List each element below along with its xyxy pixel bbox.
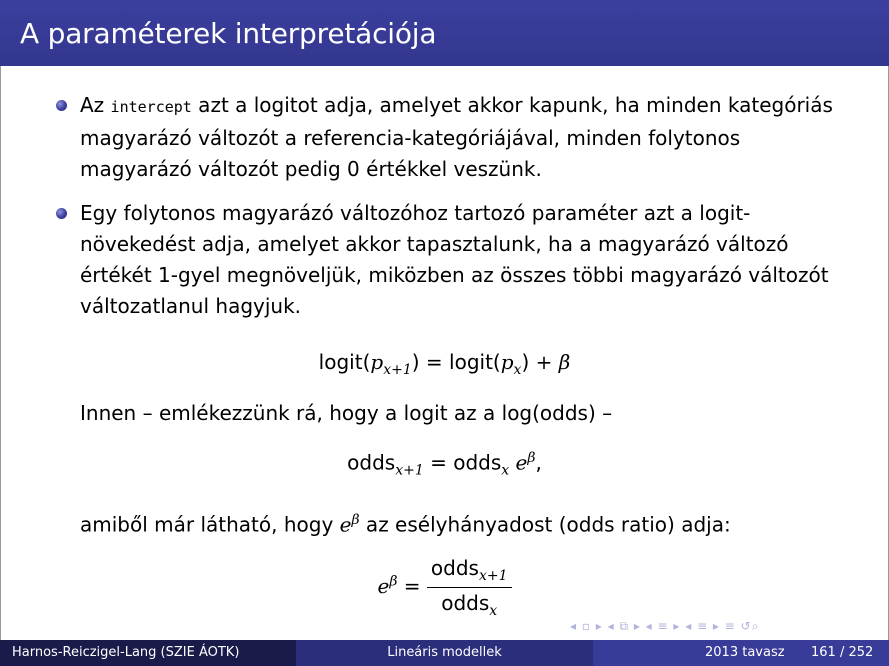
eq-sub: x bbox=[501, 462, 510, 479]
eq-p: p bbox=[370, 350, 384, 374]
footer-page-number: 161 / 252 bbox=[811, 645, 874, 660]
text-part: az esélyhányadost (odds ratio) adja: bbox=[359, 512, 731, 537]
eq-sub: x+1 bbox=[478, 568, 508, 584]
footer-right bbox=[593, 640, 889, 666]
eq-sub: x+1 bbox=[395, 462, 424, 479]
fraction-denominator bbox=[427, 588, 512, 619]
fraction-numerator bbox=[427, 556, 512, 588]
footer-date: 2013 tavasz bbox=[705, 645, 785, 660]
eq-equals: = bbox=[397, 574, 427, 598]
eq-p: p bbox=[500, 350, 514, 374]
eq-e: e bbox=[339, 512, 352, 537]
bullet-text: Az bbox=[80, 93, 111, 117]
equation-odds-ratio bbox=[0, 556, 889, 619]
eq-odds: odds bbox=[430, 556, 479, 580]
footer-course: Lineáris modellek bbox=[296, 640, 593, 666]
beamer-navigation-icons[interactable]: ◂ ▫ ▸ ◂ ⧉ ▸ ◂ ≡ ▸ ◂ ≡ ▸ ≡ ↺⌕ bbox=[570, 619, 760, 633]
equation-odds bbox=[0, 450, 889, 479]
equation-logit: $logit(p_{x+1})$ = $logit(p_x) + \beta$ bbox=[318, 350, 571, 378]
eq-equals: = bbox=[423, 450, 454, 475]
eq-sub: x bbox=[489, 603, 498, 619]
code-intercept: intercept bbox=[110, 98, 192, 116]
bullet-icon bbox=[56, 208, 67, 219]
eq-sub: x bbox=[513, 362, 522, 378]
eq-e: e bbox=[377, 574, 390, 598]
eq-beta: β bbox=[389, 573, 398, 590]
bullet-text: azt a logitot adja, amelyet akkor kapunk, ha minden kategóriás magyarázó változót a referencia-kategóriájával, minden folytonos magyarázó változót pedig 0 értékkel veszünk. bbox=[80, 93, 833, 181]
footer bbox=[0, 640, 889, 666]
eq-e: e bbox=[515, 450, 528, 475]
eq-odds: odds bbox=[347, 450, 396, 475]
eq-comma: , bbox=[535, 450, 542, 475]
eq-odds: odds bbox=[453, 450, 502, 475]
bullet-icon bbox=[56, 100, 67, 111]
eq-beta: β bbox=[351, 512, 360, 528]
text-amibol bbox=[80, 505, 850, 541]
text-innen: Innen – emlékezzünk rá, hogy a logit az a log(odds) – bbox=[80, 401, 613, 425]
bullet-intercept bbox=[80, 90, 850, 185]
eq-equals: = bbox=[419, 350, 450, 374]
footer-authors: Harnos-Reiczigel-Lang (SZIE ÁOTK) bbox=[0, 640, 296, 666]
eq-logit-word: logit bbox=[449, 350, 493, 374]
eq-odds: odds bbox=[441, 591, 490, 615]
eq-sub: x+1 bbox=[383, 362, 412, 378]
slide-title: A paraméterek interpretációja bbox=[20, 17, 437, 50]
bullet-continuous: Egy folytonos magyarázó változóhoz tartozó paraméter azt a logit-növekedést adja, amelyet akkor tapasztalunk, ha a magyarázó változó értékét 1-gyel megnöveljük, miközben az összes többi magyarázó változót változatlanul hagyjuk. bbox=[80, 201, 829, 318]
text-part: amiből már látható, hogy bbox=[80, 512, 340, 537]
eq-beta: + β bbox=[529, 350, 571, 374]
fraction bbox=[427, 556, 512, 619]
eq-beta: β bbox=[527, 450, 536, 466]
eq-logit-word: logit bbox=[318, 350, 363, 374]
